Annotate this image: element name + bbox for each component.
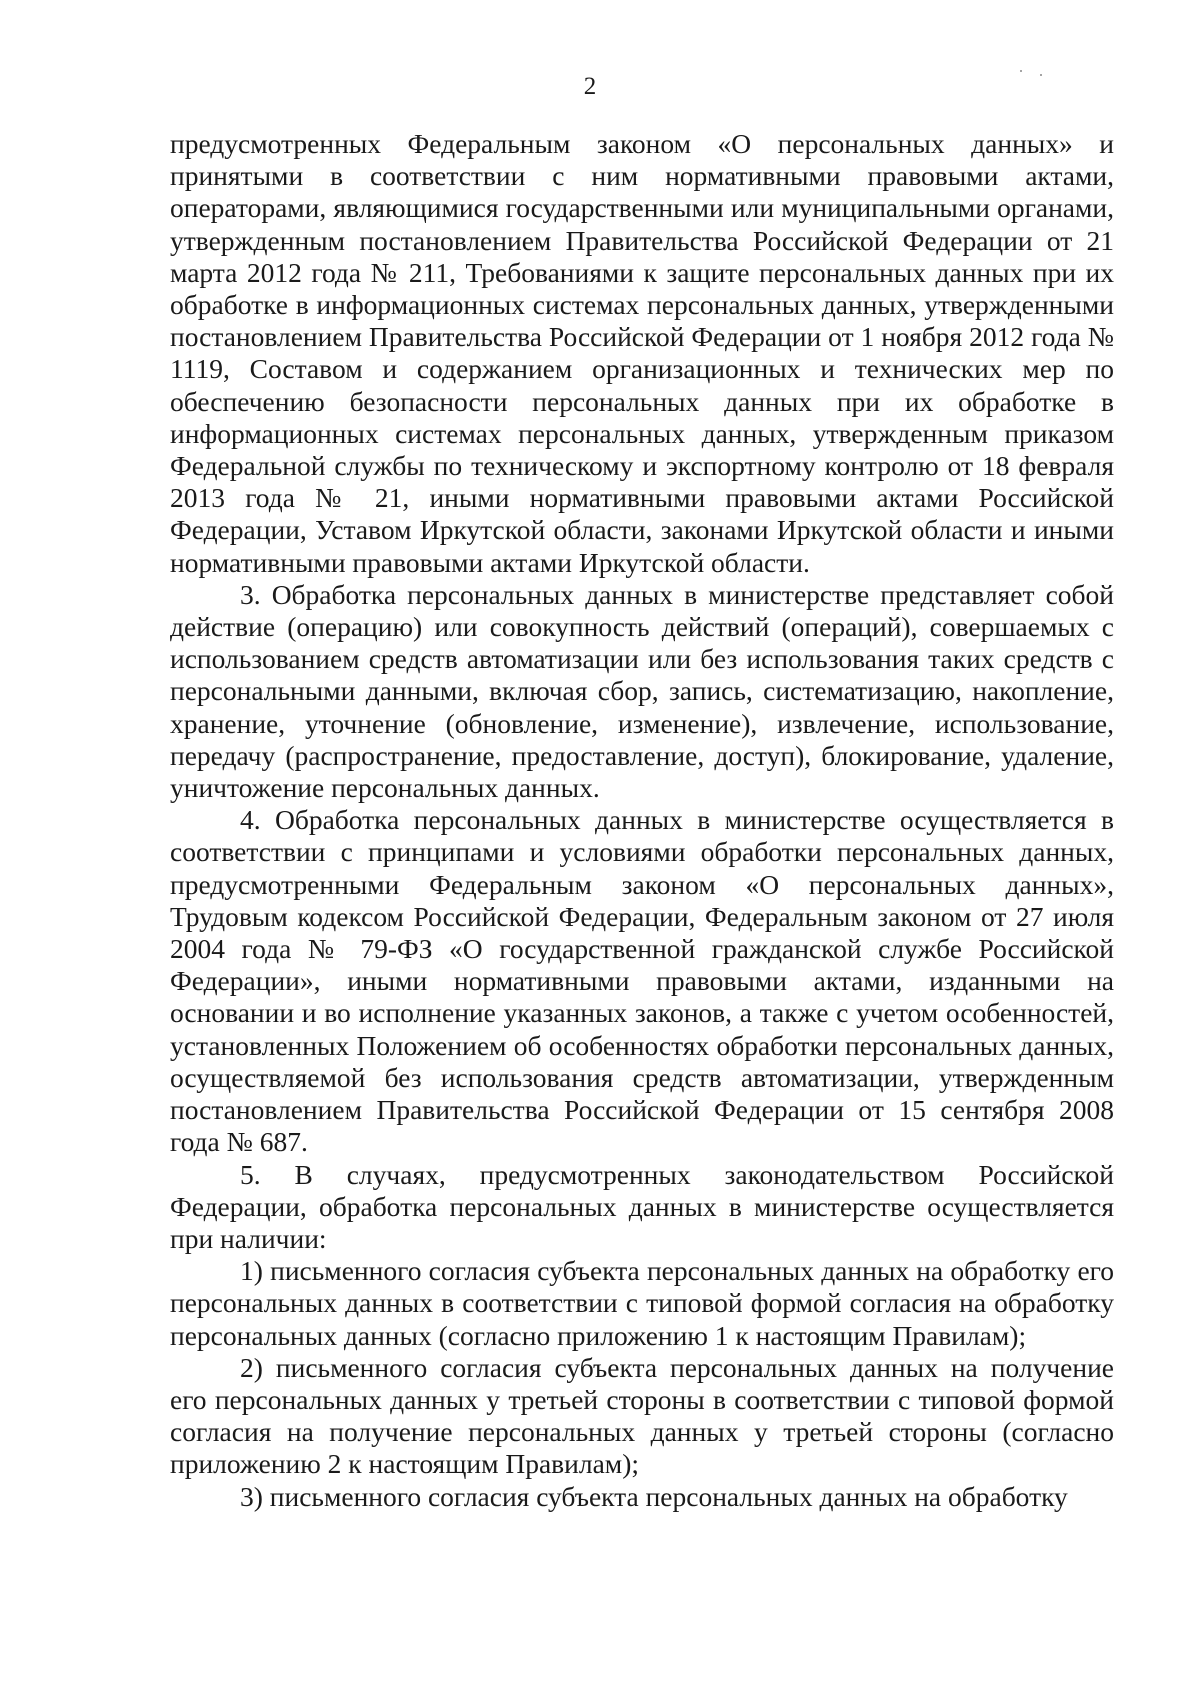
paragraph-continuation: предусмотренных Федеральным законом «О персональных данных» и принятыми в соответствии с ним нормативными правовыми актами, операторами, являющимися государственными или муниципальными органами, утвержденным постановлением Правительства Российской Федерации от 21 марта 2012 года № 211, Требованиями к защите персональных данных при их обработке в информационных системах персональных данных, утвержденными постановлением Правительства Российской Федерации от 1 ноября 2012 года № 1119, Составом и содержанием организационных и технических мер по обеспечению безопасности персональных данных при их обработке в информационных системах персональных данных, утвержденным приказом Федеральной службы по техническому и экспортному контролю от 18 февраля 2013 года № 21, иными нормативными правовыми актами Российской Федерации, Уставом Иркутской области, законами Иркутской области и иными нормативными правовыми актами Иркутской области. [170,128,1114,578]
paragraph-item-3: 3. Обработка персональных данных в министерстве представляет собой действие (операцию) или совокупность действий (операций), совершаемых с использованием средств автоматизации или без использования таких средств с персональными данными, включая сбор, запись, систематизацию, накопление, хранение, уточнение (обновление, изменение), извлечение, использование, передачу (распространение, предоставление, доступ), блокирование, удаление, уничтожение персональных данных. [170,578,1114,804]
document-body [170,128,1114,1513]
paragraph-item-4: 4. Обработка персональных данных в министерстве осуществляется в соответствии с принципами и условиями обработки персональных данных, предусмотренными Федеральным законом «О персональных данных», Трудовым кодексом Российской Федерации, Федеральным законом от 27 июля 2004 года № 79-ФЗ «О государственной гражданской службе Российской Федерации», иными нормативными правовыми актами, изданными на основании и во исполнение указанных законов, а также с учетом особенностей, установленных Положением об особенностях обработки персональных данных, осуществляемой без использования средств автоматизации, утвержденным постановлением Правительства Российской Федерации от 15 сентября 2008 года № 687. [170,804,1114,1158]
page-number: 2 [583,73,597,100]
paragraph-subitem-1: 1) письменного согласия субъекта персональных данных на обработку его персональных данных в соответствии с типовой формой согласия на обработку персональных данных (согласно приложению 1 к настоящим Правилам); [170,1255,1114,1351]
paragraph-item-5: 5. В случаях, предусмотренных законодательством Российской Федерации, обработка персональных данных в министерстве осуществляется при наличии: [170,1158,1114,1254]
scan-speck [1020,70,1022,72]
paragraph-subitem-2: 2) письменного согласия субъекта персональных данных на получение его персональных данных у третьей стороны в соответствии с типовой формой согласия на получение персональных данных у третьей стороны (согласно приложению 2 к настоящим Правилам); [170,1351,1114,1480]
paragraph-subitem-3: 3) письменного согласия субъекта персональных данных на обработку [240,1480,1068,1512]
scan-speck [1040,74,1042,76]
